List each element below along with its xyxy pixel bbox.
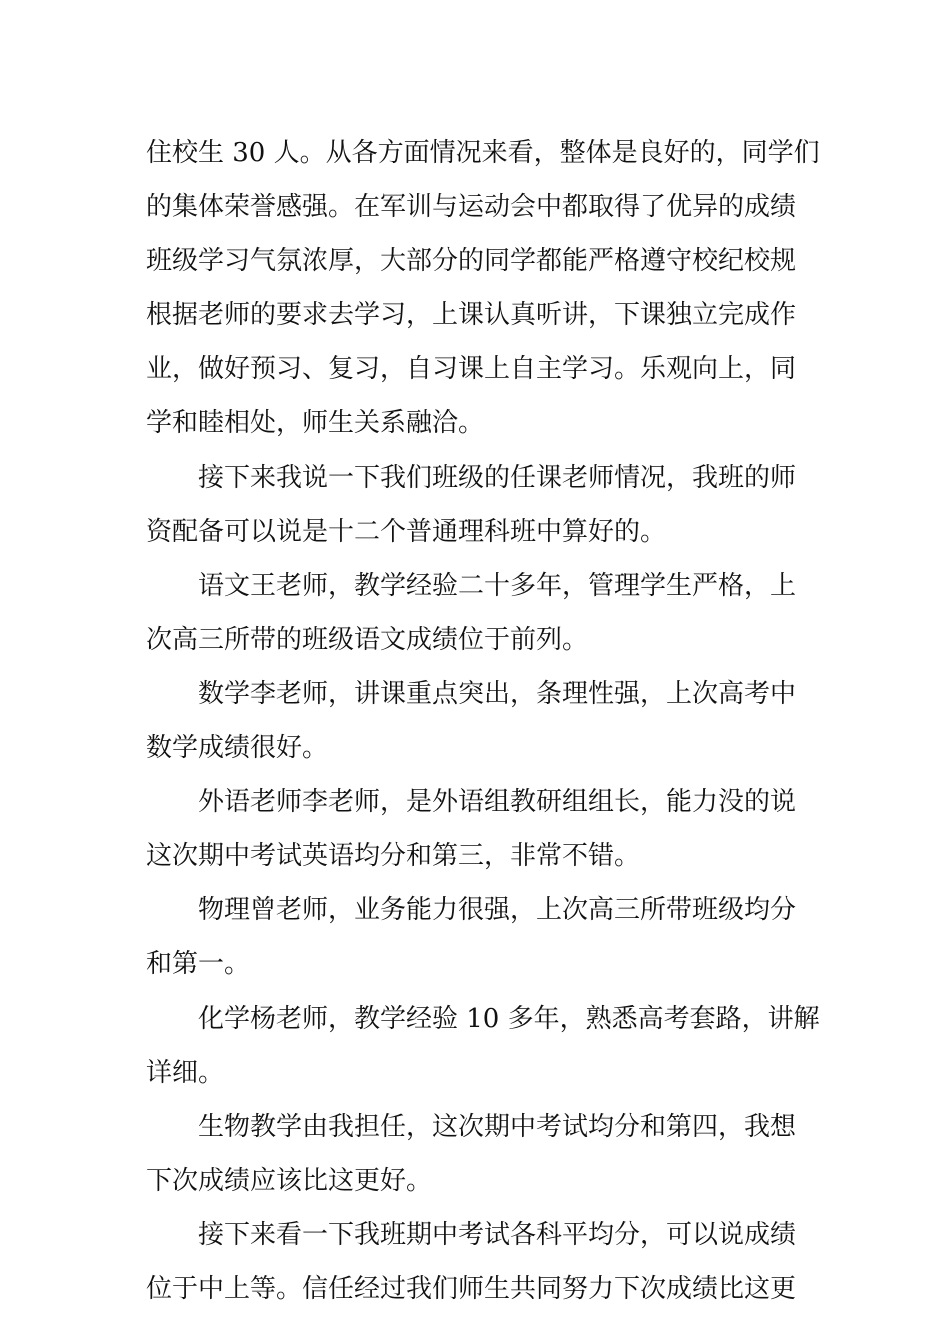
text-line: 班级学习气氛浓厚，大部分的同学都能严格遵守校纪校规 <box>146 246 797 277</box>
text-line: 下次成绩应该比这更好。 <box>146 1165 433 1196</box>
text-line: 根据老师的要求去学习，上课认真听讲，下课独立完成作 <box>146 300 797 331</box>
text-line: 详细。 <box>146 1057 225 1088</box>
text-line: 化学杨老师，教学经验 10 多年，熟悉高考套路，讲解 <box>198 1003 820 1034</box>
text-line: 数学成绩很好。 <box>146 733 329 764</box>
text-line: 物理曾老师，业务能力很强，上次高三所带班级均分 <box>198 895 797 926</box>
text-line: 次高三所带的班级语文成绩位于前列。 <box>146 624 589 655</box>
text-line: 业，做好预习、复习，自习课上自主学习。乐观向上，同 <box>146 354 797 385</box>
text-line: 住校生 30 人。从各方面情况来看，整体是良好的，同学们 <box>146 138 820 168</box>
text-line: 位于中上等。信任经过我们师生共同努力下次成绩比这更 <box>146 1273 797 1304</box>
text-line: 接下来我说一下我们班级的任课老师情况，我班的师 <box>198 462 797 493</box>
text-line: 接下来看一下我班期中考试各科平均分，可以说成绩 <box>198 1219 797 1250</box>
text-line: 的集体荣誉感强。在军训与运动会中都取得了优异的成绩 <box>146 192 797 223</box>
text-line: 外语老师李老师，是外语组教研组组长，能力没的说 <box>198 787 797 818</box>
text-line: 生物教学由我担任，这次期中考试均分和第四，我想 <box>198 1111 797 1142</box>
text-line: 这次期中考试英语均分和第三，非常不错。 <box>146 841 641 872</box>
text-line: 资配备可以说是十二个普通理科班中算好的。 <box>146 516 667 547</box>
text-line: 学和睦相处，师生关系融洽。 <box>146 408 485 439</box>
text-line: 语文王老师，教学经验二十多年，管理学生严格，上 <box>198 570 797 601</box>
body-text <box>146 126 820 1316</box>
text-line: 数学李老师，讲课重点突出，条理性强，上次高考中 <box>198 678 797 709</box>
text-line: 和第一。 <box>146 949 251 980</box>
